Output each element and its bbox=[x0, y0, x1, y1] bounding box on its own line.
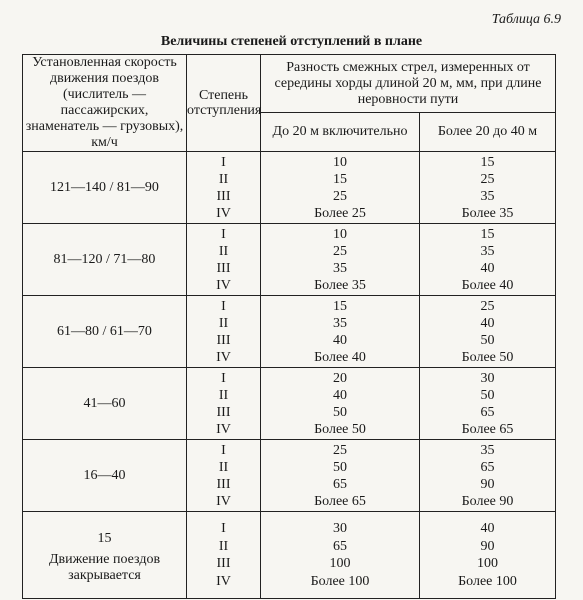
speed-value: 15 bbox=[97, 531, 112, 546]
header-difference: Разность смежных стрел, измеренных от середины хорды длиной 20 м, мм, при длине неровности пути bbox=[261, 55, 556, 113]
cell-line: II bbox=[218, 315, 229, 331]
cell-line: 90 bbox=[480, 538, 495, 554]
cell-line: 30 bbox=[333, 521, 347, 536]
cell-line: IV bbox=[216, 349, 231, 365]
value-cell-up-to-20m bbox=[261, 152, 420, 224]
cell-line: I bbox=[221, 226, 226, 242]
cell-line: Более 65 bbox=[314, 493, 366, 509]
table-row bbox=[23, 224, 556, 296]
cell-line: II bbox=[218, 387, 229, 403]
cell-line: 25 bbox=[480, 171, 495, 187]
cell-line: Более 40 bbox=[461, 277, 514, 293]
cell-line: 40 bbox=[480, 315, 495, 331]
cell-line: 40 bbox=[333, 332, 347, 348]
cell-line: 25 bbox=[333, 442, 347, 458]
cell-line: III bbox=[216, 260, 231, 276]
table-row bbox=[23, 368, 556, 440]
cell-line: 50 bbox=[480, 387, 495, 403]
cell-line: 35 bbox=[333, 260, 347, 276]
speed-cell: 41—60 bbox=[23, 368, 187, 440]
cell-line: Более 90 bbox=[461, 493, 514, 509]
table-row bbox=[23, 296, 556, 368]
closure-note: Движение поездов закрывается bbox=[48, 552, 161, 583]
cell-line: 50 bbox=[333, 459, 347, 475]
cell-line: 90 bbox=[480, 476, 495, 492]
cell-line: Более 35 bbox=[461, 205, 514, 221]
degree-cell bbox=[187, 440, 261, 512]
cell-line: 25 bbox=[333, 243, 347, 259]
cell-line: 100 bbox=[477, 556, 498, 571]
header-degree: Степень отступления bbox=[187, 55, 261, 152]
cell-line: 40 bbox=[333, 387, 347, 403]
value-cell-up-to-20m bbox=[261, 224, 420, 296]
cell-line: III bbox=[216, 188, 231, 204]
cell-line: II bbox=[218, 171, 229, 187]
speed-cell bbox=[23, 512, 187, 599]
cell-line: I bbox=[221, 442, 226, 458]
cell-line: 35 bbox=[480, 188, 495, 204]
table-row bbox=[23, 152, 556, 224]
value-cell-20-to-40m bbox=[420, 296, 556, 368]
cell-line: 100 bbox=[329, 556, 351, 571]
degree-cell bbox=[187, 296, 261, 368]
cell-line: Более 50 bbox=[461, 349, 514, 365]
cell-line: IV bbox=[216, 205, 231, 221]
table-row bbox=[23, 440, 556, 512]
speed-cell: 61—80 / 61—70 bbox=[23, 296, 187, 368]
cell-line: 15 bbox=[480, 226, 495, 242]
cell-line: Более 40 bbox=[314, 349, 366, 365]
cell-line: 65 bbox=[333, 538, 347, 554]
value-cell-20-to-40m bbox=[420, 368, 556, 440]
degree-cell bbox=[187, 152, 261, 224]
cell-line: 35 bbox=[333, 315, 347, 331]
cell-line: Более 100 bbox=[458, 573, 517, 589]
cell-line: 65 bbox=[480, 404, 495, 420]
cell-line: IV bbox=[216, 421, 231, 437]
cell-line: III bbox=[216, 332, 231, 348]
cell-line: III bbox=[216, 476, 231, 492]
cell-line: I bbox=[221, 521, 226, 536]
cell-line: Более 50 bbox=[314, 421, 366, 437]
header-speed: Установленная скорость движения поездов (числитель — пассажирских, знаменатель — грузовых), км/ч bbox=[23, 55, 187, 152]
cell-line: I bbox=[221, 298, 226, 314]
cell-line: 30 bbox=[480, 370, 495, 386]
value-cell-up-to-20m bbox=[261, 296, 420, 368]
deviation-table bbox=[22, 54, 556, 599]
cell-line: 50 bbox=[480, 332, 495, 348]
cell-line: 10 bbox=[333, 226, 347, 242]
value-cell-up-to-20m bbox=[261, 440, 420, 512]
cell-line: 15 bbox=[333, 171, 347, 187]
cell-line: III bbox=[216, 556, 231, 571]
cell-line: 10 bbox=[333, 154, 347, 170]
degree-cell bbox=[187, 368, 261, 440]
cell-line: Более 25 bbox=[314, 205, 366, 221]
cell-line: II bbox=[218, 243, 229, 259]
cell-line: Более 100 bbox=[310, 573, 370, 589]
value-cell-20-to-40m bbox=[420, 440, 556, 512]
cell-line: IV bbox=[216, 277, 231, 293]
speed-cell: 16—40 bbox=[23, 440, 187, 512]
degree-cell bbox=[187, 224, 261, 296]
value-cell-up-to-20m bbox=[261, 512, 420, 599]
cell-line: Более 65 bbox=[461, 421, 514, 437]
speed-cell: 81—120 / 71—80 bbox=[23, 224, 187, 296]
cell-line: II bbox=[218, 538, 229, 554]
cell-line: I bbox=[221, 154, 226, 170]
value-cell-20-to-40m bbox=[420, 224, 556, 296]
cell-line: 20 bbox=[333, 370, 347, 386]
cell-line: 40 bbox=[480, 260, 495, 276]
cell-line: 15 bbox=[480, 154, 495, 170]
degree-cell bbox=[187, 512, 261, 599]
cell-line: III bbox=[216, 404, 231, 420]
cell-line: 35 bbox=[480, 442, 495, 458]
value-cell-20-to-40m bbox=[420, 512, 556, 599]
cell-line: IV bbox=[216, 573, 231, 589]
cell-line: 15 bbox=[333, 298, 347, 314]
cell-line: IV bbox=[216, 493, 231, 509]
cell-line: 65 bbox=[333, 476, 347, 492]
table-row bbox=[23, 512, 556, 599]
cell-line: Более 35 bbox=[314, 277, 366, 293]
speed-cell: 121—140 / 81—90 bbox=[23, 152, 187, 224]
header-up-to-20m: До 20 м включительно bbox=[261, 113, 420, 152]
cell-line: 25 bbox=[333, 188, 347, 204]
cell-line: II bbox=[218, 459, 229, 475]
value-cell-up-to-20m bbox=[261, 368, 420, 440]
value-cell-20-to-40m bbox=[420, 152, 556, 224]
table-title: Величины степеней отступлений в плане bbox=[160, 34, 423, 49]
cell-line: 25 bbox=[480, 298, 495, 314]
cell-line: 50 bbox=[333, 404, 347, 420]
cell-line: I bbox=[221, 370, 226, 386]
header-20-to-40m: Более 20 до 40 м bbox=[420, 113, 556, 152]
table-caption: Таблица 6.9 bbox=[491, 12, 561, 27]
cell-line: 40 bbox=[480, 521, 495, 536]
cell-line: 35 bbox=[480, 243, 495, 259]
cell-line: 65 bbox=[480, 459, 495, 475]
